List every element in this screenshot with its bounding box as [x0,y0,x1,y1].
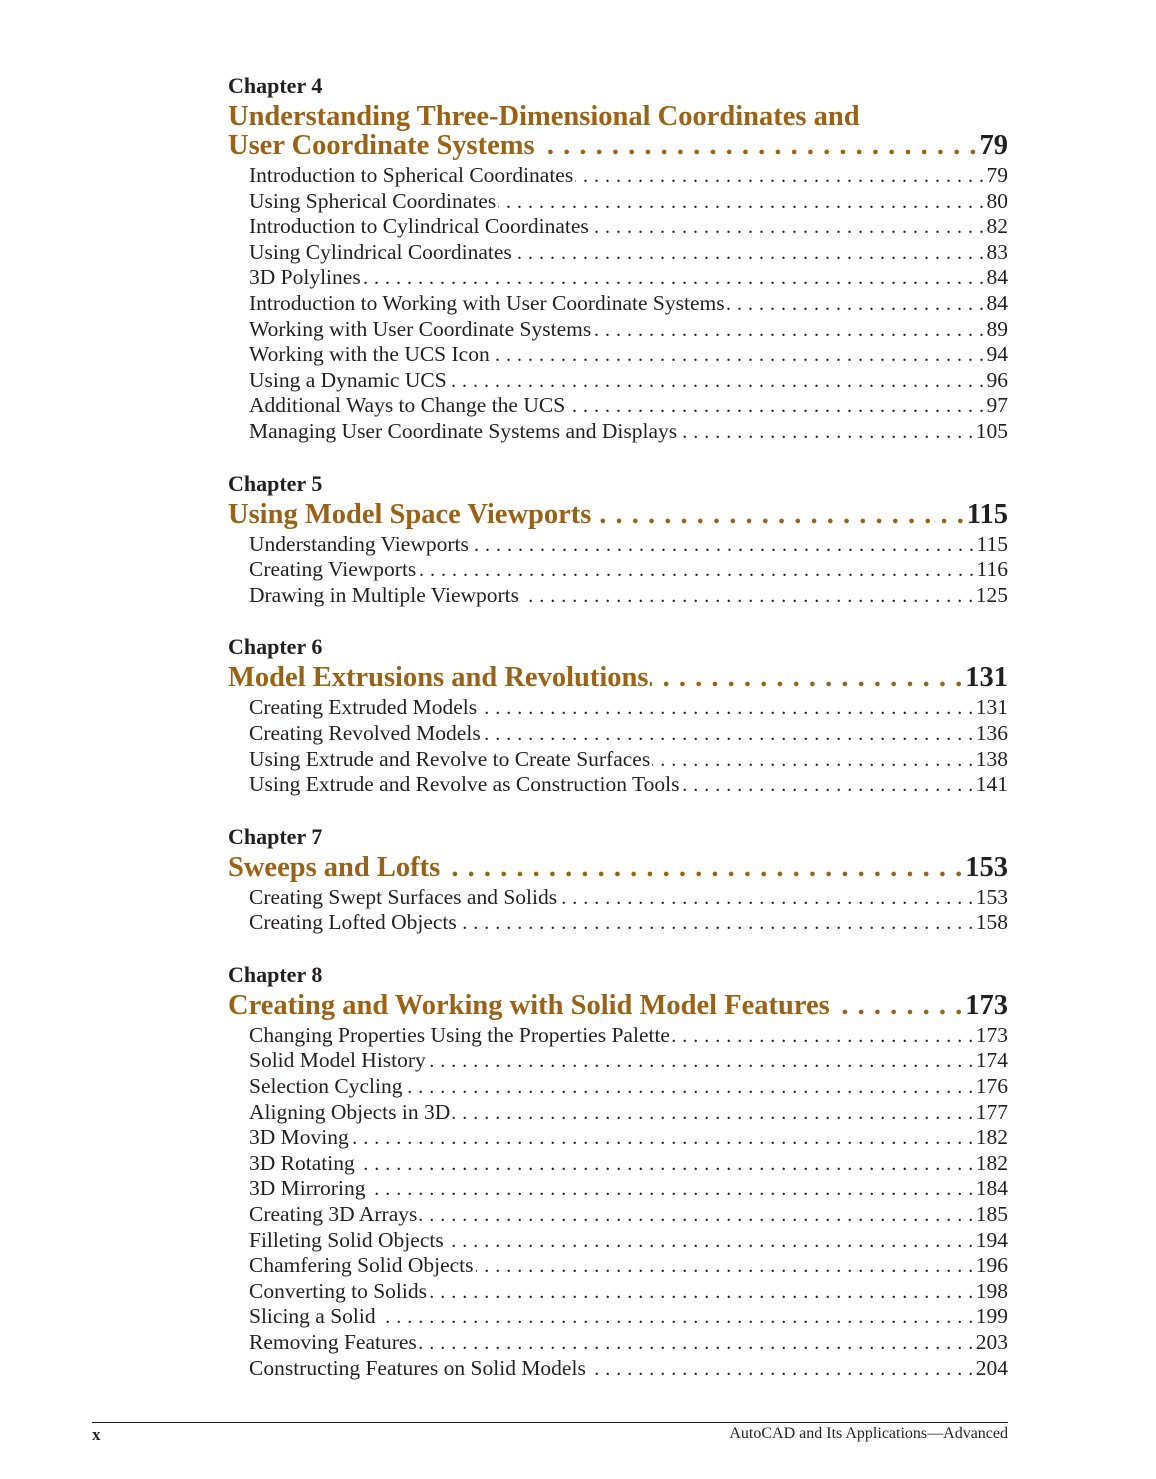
toc-entry[interactable] [228,368,1008,394]
entry-title: Creating Viewports [249,557,417,582]
entry-page-number: 196 [975,1253,1008,1278]
chapter-section [228,959,1008,1381]
chapter-title-line [228,663,1008,692]
entry-title: Using a Dynamic UCS [249,367,447,392]
entry-title: Using Extrude and Revolve as Construction Tools [249,772,680,797]
dot-leader [429,1280,974,1306]
dot-leader [492,343,985,369]
chapter-section [228,631,1008,797]
toc-entry[interactable] [228,189,1008,215]
entry-title: Introduction to Working with User Coordinate Systems [249,290,725,315]
entry-title: Managing User Coordinate Systems and Displays [249,418,678,443]
chapter-page-number: 79 [979,130,1008,161]
toc-entry[interactable] [228,214,1008,240]
dot-leader [442,853,963,882]
chapter-page-number: 173 [965,989,1008,1021]
entry-title: Removing Features [249,1330,417,1354]
entry-page-number: 176 [975,1074,1008,1099]
entry-title: Using Cylindrical Coordinates [249,239,512,264]
chapter-label: Chapter 8 [228,961,323,987]
toc-entry[interactable] [228,1176,1008,1202]
dot-leader [419,1203,973,1229]
toc-entry[interactable] [228,747,1008,773]
entry-page-number: 80 [986,188,1008,213]
chapter-title[interactable] [228,663,1008,692]
chapter-label: Chapter 7 [228,823,323,849]
dot-leader [672,1024,974,1050]
entry-title: 3D Rotating [249,1150,355,1175]
dot-leader [679,420,974,446]
entry-page-number: 115 [976,531,1008,556]
toc-entry[interactable] [228,163,1008,189]
entry-page-number: 83 [986,239,1008,264]
toc-entry[interactable] [228,1151,1008,1177]
entry-page-number: 141 [975,772,1008,797]
chapter-title-line [228,853,1008,882]
entry-title: Using Extrude and Revolve to Create Surfaces [249,746,651,771]
dot-leader [449,369,985,395]
entry-title: Slicing a Solid [249,1304,376,1329]
dot-leader [681,773,973,799]
chapter-section [228,468,1008,609]
chapter-title-line [228,500,1008,529]
entry-page-number: 204 [975,1355,1008,1380]
page-number: x [92,1425,101,1444]
toc-entry[interactable] [228,393,1008,419]
toc-entry[interactable] [228,1304,1008,1330]
entry-page-number: 105 [975,418,1008,443]
toc-entry[interactable] [228,419,1008,445]
dot-leader [351,1126,974,1152]
entry-page-number: 184 [975,1176,1008,1201]
dot-leader [559,886,974,912]
entry-title: Understanding Viewports [249,531,469,556]
dot-leader [593,500,964,529]
toc-entry[interactable] [228,1279,1008,1305]
entry-page-number: 158 [975,910,1008,935]
entry-page-number: 125 [975,582,1008,607]
entry-page-number: 185 [975,1202,1008,1227]
dot-leader [483,722,974,748]
entry-page-number: 96 [986,367,1008,392]
toc-entry[interactable] [228,342,1008,368]
chapter-label: Chapter 4 [228,73,323,98]
entry-page-number: 174 [975,1048,1008,1073]
entry-title: Creating Lofted Objects [249,910,457,935]
dot-leader [459,911,974,937]
dot-leader [832,991,964,1020]
toc-entry[interactable] [228,1330,1008,1356]
entry-title: Introduction to Cylindrical Coordinates [249,214,589,239]
entry-title: Using Spherical Coordinates [249,188,497,213]
entry-title: Changing Properties Using the Properties Palette [249,1022,670,1047]
entry-title: Creating Revolved Models [249,720,481,745]
entry-page-number: 84 [986,265,1008,290]
toc-entry[interactable] [228,885,1008,911]
entry-page-number: 131 [975,695,1008,720]
chapter-page-number: 131 [965,662,1008,694]
chapter-title-line [228,131,1008,160]
entry-title: 3D Polylines [249,265,361,290]
dot-leader [419,1331,974,1357]
entry-title: Aligning Objects in 3D [249,1099,451,1124]
entry-page-number: 94 [986,342,1008,367]
dot-leader [537,131,978,160]
chapter-title[interactable] [228,991,1008,1020]
chapter-section [228,70,1008,445]
chapter-page-number: 115 [966,498,1008,530]
entry-title: Constructing Features on Solid Models [249,1355,586,1380]
entry-title: Creating 3D Arrays [249,1202,418,1227]
toc-entry[interactable] [228,1228,1008,1254]
toc-entry[interactable] [228,532,1008,558]
dot-leader [588,1357,974,1383]
dot-leader [521,584,974,610]
entry-page-number: 84 [986,290,1008,315]
dot-leader [652,748,974,774]
toc-entry[interactable] [228,1202,1008,1228]
book-title: AutoCAD and Its Applications—Advanced [729,1425,1008,1442]
dot-leader [446,1229,974,1255]
entry-title: Chamfering Solid Objects [249,1253,474,1278]
chapter-title[interactable] [228,853,1008,882]
toc-entry[interactable] [228,721,1008,747]
dot-leader [498,190,984,216]
chapter-title-text: Sweeps and Lofts [228,851,441,883]
entry-page-number: 182 [975,1125,1008,1150]
dot-leader [471,533,975,559]
toc-entry[interactable] [228,910,1008,936]
entry-title: Creating Swept Surfaces and Solids [249,884,558,909]
entry-page-number: 116 [976,557,1008,582]
entry-page-number: 173 [975,1022,1008,1047]
dot-leader [476,1254,974,1280]
entry-page-number: 198 [975,1278,1008,1303]
entry-title: Drawing in Multiple Viewports [249,582,520,607]
entry-title: 3D Mirroring [249,1176,366,1201]
entry-title: Solid Model History [249,1048,426,1073]
dot-leader [593,318,984,344]
dot-leader [363,266,985,292]
dot-leader [367,1177,973,1203]
chapter-title-text: User Coordinate Systems [228,130,535,161]
entry-page-number: 203 [975,1330,1008,1354]
chapter-title[interactable] [228,500,1008,529]
chapter-title-line [228,102,1008,131]
toc-entry[interactable] [228,317,1008,343]
table-of-contents [228,70,1008,1404]
entry-page-number: 89 [986,316,1008,341]
toc-entry[interactable] [228,1100,1008,1126]
chapter-title-text: Using Model Space Viewports [228,498,592,530]
dot-leader [452,1101,974,1127]
entry-title: Introduction to Spherical Coordinates [249,163,574,187]
chapter-label: Chapter 5 [228,470,323,496]
toc-entry[interactable] [228,240,1008,266]
dot-leader [378,1305,974,1331]
chapter-title-text: Creating and Working with Solid Model Features [228,989,830,1021]
entry-page-number: 194 [975,1227,1008,1252]
entry-page-number: 97 [986,393,1008,418]
entry-title: Working with User Coordinate Systems [249,316,592,341]
dot-leader [567,394,984,420]
chapter-page-number: 153 [965,851,1008,883]
toc-entry[interactable] [228,291,1008,317]
entry-page-number: 136 [975,720,1008,745]
entry-title: Creating Extruded Models [249,695,478,720]
dot-leader [404,1075,973,1101]
chapter-title-line [228,991,1008,1020]
dot-leader [418,558,974,584]
dot-leader [727,292,985,318]
toc-entry[interactable] [228,265,1008,291]
entry-page-number: 79 [986,163,1008,187]
entry-title: 3D Moving [249,1125,349,1150]
toc-entry[interactable] [228,1048,1008,1074]
dot-leader [650,663,963,692]
toc-entry[interactable] [228,1074,1008,1100]
toc-entry[interactable] [228,1253,1008,1279]
toc-entry[interactable] [228,695,1008,721]
entry-page-number: 138 [975,746,1008,771]
toc-entry[interactable] [228,1356,1008,1382]
entry-title: Converting to Solids [249,1278,427,1303]
toc-entry[interactable] [228,1023,1008,1049]
entry-page-number: 182 [975,1150,1008,1175]
toc-entry[interactable] [228,1125,1008,1151]
chapter-title-text: Understanding Three-Dimensional Coordinates and [228,101,860,132]
chapter-section [228,821,1008,936]
toc-entry[interactable] [228,772,1008,798]
dot-leader [575,164,984,190]
chapter-title[interactable] [228,102,1008,160]
entry-page-number: 82 [986,214,1008,239]
dot-leader [514,241,985,267]
entry-page-number: 177 [975,1099,1008,1124]
entry-title: Selection Cycling [249,1074,403,1099]
entry-title: Working with the UCS Icon [249,342,490,367]
toc-entry[interactable] [228,557,1008,583]
entry-title: Filleting Solid Objects [249,1227,444,1252]
chapter-label: Chapter 6 [228,634,323,660]
entry-title: Additional Ways to Change the UCS [249,393,566,418]
entry-page-number: 199 [975,1304,1008,1329]
page-footer [92,1422,1008,1444]
dot-leader [591,215,985,241]
dot-leader [479,696,974,722]
entry-page-number: 153 [975,884,1008,909]
toc-entry[interactable] [228,583,1008,609]
chapter-title-text: Model Extrusions and Revolutions [228,662,649,694]
dot-leader [428,1049,974,1075]
dot-leader [357,1152,974,1178]
